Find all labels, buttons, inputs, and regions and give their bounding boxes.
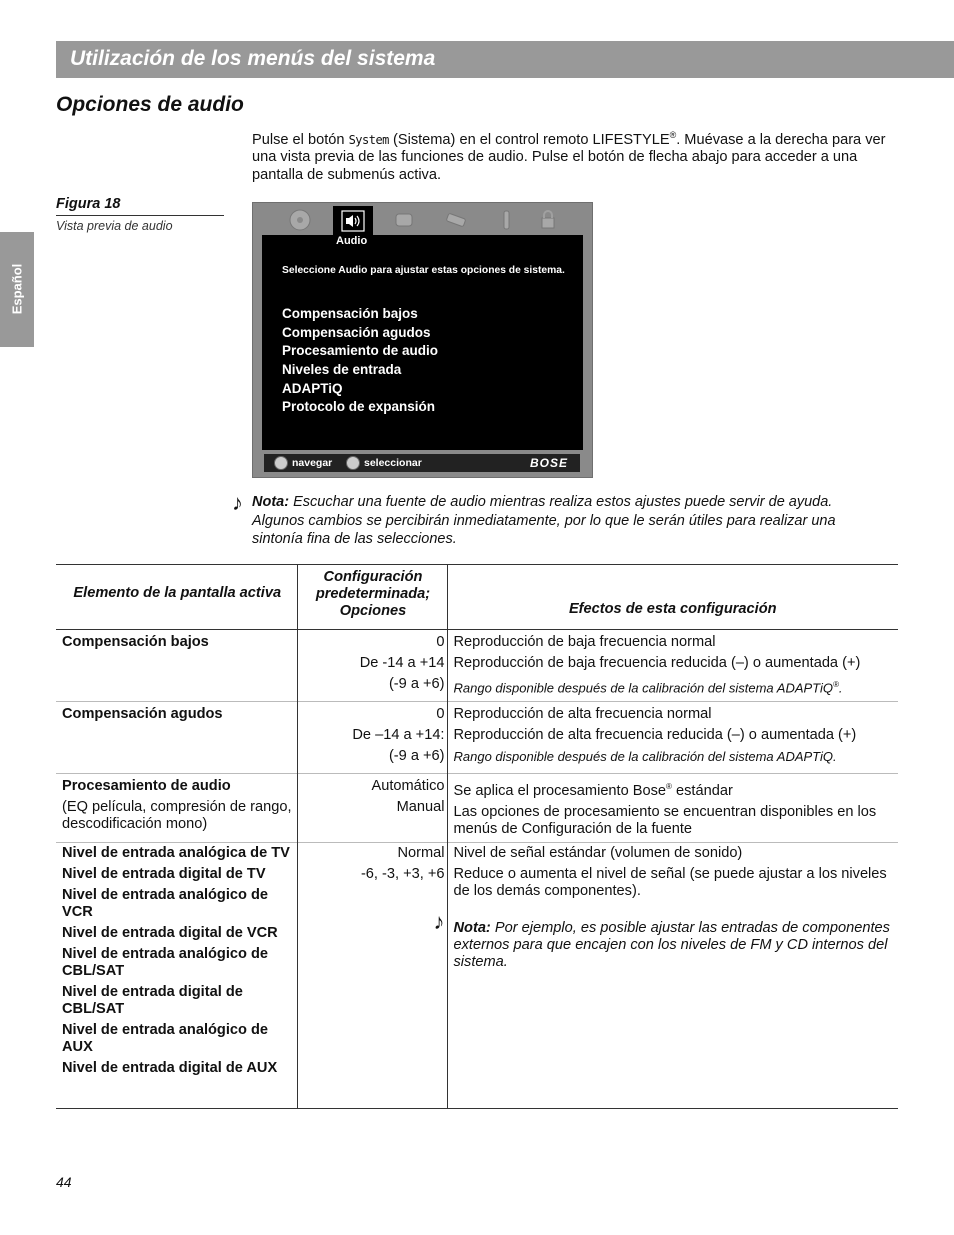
language-tab	[0, 232, 34, 347]
screen-footer	[264, 454, 580, 472]
table-row: Procesamiento de audio (EQ película, compresión de rango, descodificación mono) Automático Manual Se aplica el procesamiento Bose® estándar Las opciones de procesamiento se encuentran disponibles en los menús de Configuración de la fuente	[56, 774, 898, 843]
menu-icons-row	[253, 203, 594, 237]
menu-item-processing[interactable]: Procesamiento de audio	[282, 343, 439, 359]
remote-icon	[441, 207, 471, 233]
audio-menu-list	[282, 305, 438, 417]
row-item: Nivel de entrada digital de AUX	[62, 1059, 278, 1076]
navigate-hint: navegar	[274, 454, 332, 472]
row-item: Compensación bajos	[62, 634, 209, 650]
language-tab-label: Español	[9, 263, 25, 315]
menu-item-expansion[interactable]: Protocolo de expansión	[282, 399, 436, 415]
header-bar	[56, 41, 954, 78]
row-item: Nivel de entrada digital de TV	[62, 865, 266, 882]
audio-preview-screen	[252, 202, 593, 478]
menu-item-adaptiq[interactable]: ADAPTiQ	[282, 380, 343, 396]
select-hint: seleccionar	[346, 454, 422, 472]
row-item: Nivel de entrada analógico de VCR	[62, 886, 268, 920]
row-item: Nivel de entrada digital de CBL/SAT	[62, 983, 243, 1017]
bose-logo: BOSE	[529, 456, 568, 470]
chapter-title: Utilización de los menús del sistema	[70, 47, 436, 70]
table-row: Compensación bajos 0 De -14 a +14 (-9 a +6) Reproducción de baja frecuencia normal Reproducción de baja frecuencia reducida (–) o aumentada (+) Rango disponible después de la calibración del sistema ADAPTiQ®.	[56, 630, 898, 702]
adaptiq-note: Rango disponible después de la calibración del sistema ADAPTiQ®.	[453, 680, 843, 696]
menu-item-treble[interactable]: Compensación agudos	[282, 324, 431, 340]
system-button-glyph: System	[348, 132, 389, 147]
table-row: Compensación agudos 0 De –14 a +14: (-9 a +6) Reproducción de alta frecuencia normal Reproducción de alta frecuencia reducida (–) o aumentada (+) Rango disponible después de la calibración del sistema ADAPTiQ.	[56, 702, 898, 774]
row-item: Nivel de entrada analógico de CBL/SAT	[62, 945, 268, 979]
row-item: Nivel de entrada digital de VCR	[62, 924, 278, 941]
header-item: Elemento de la pantalla activa	[73, 585, 282, 601]
levels-note: Nota: Por ejemplo, es posible ajustar las entradas de componentes externos para que encajen con los niveles de FM y CD internos del sistema.	[453, 919, 890, 970]
screen-instruction: Seleccione Audio para ajustar estas opciones de sistema.	[282, 265, 565, 276]
table-row: Nivel de entrada analógica de TV Nivel de entrada digital de TV Nivel de entrada analógico de VCR Nivel de entrada digital de VCR Nivel de entrada analógico de CBL/SAT Nivel de entrada digital de CBL/SAT Nivel de entrada analógico de AUX Nivel de entrada digital de AUX Normal -6, -3, +3, +6 ♪ Nivel de señal estándar (volumen de sonido) Reduce o aumenta el nivel de señal (se puede ajustar a los niveles de los demás componentes). Nota: Por ejemplo, es posible ajustar las entradas de componentes externos para que encajen con los niveles de FM y CD internos del sistema.	[56, 842, 898, 1108]
screen-panel	[262, 235, 583, 450]
audio-options-table	[56, 564, 898, 1109]
active-tab-label: Audio	[336, 235, 368, 247]
row-item: Procesamiento de audio	[62, 778, 231, 794]
disc-icon	[285, 207, 315, 233]
table-header-row	[56, 565, 898, 630]
music-note-icon: ♪	[433, 908, 445, 934]
section-title: Opciones de audio	[56, 93, 244, 116]
lock-icon	[533, 207, 563, 233]
menu-item-input-levels[interactable]: Niveles de entrada	[282, 362, 402, 378]
intro-paragraph: Pulse el botón System (Sistema) en el control remoto LIFESTYLE®. Muévase a la derecha para ver una vista previa de las funciones de audio. Pulse el botón de flecha abajo para acceder a una pantalla de submenús activa.	[252, 130, 886, 183]
header-settings: Configuración predeterminada; Opciones	[297, 565, 447, 630]
row-item-detail: (EQ película, compresión de rango, descodificación mono)	[62, 799, 292, 832]
menu-item-bass[interactable]: Compensación bajos	[282, 306, 418, 321]
header-effects: Efectos de esta configuración	[568, 601, 777, 617]
adaptiq-note: Rango disponible después de la calibración del sistema ADAPTiQ.	[453, 749, 837, 764]
music-note-icon: ♪	[232, 490, 243, 515]
screen-icon	[389, 207, 419, 233]
row-item: Nivel de entrada analógica de TV	[62, 844, 290, 861]
figure-label: Figura 18	[56, 196, 224, 216]
wrench-icon	[491, 207, 521, 233]
figure-caption: Vista previa de audio	[56, 219, 173, 233]
page-number: 44	[56, 1174, 72, 1190]
select-pad-icon	[346, 456, 360, 470]
row-item: Compensación agudos	[62, 706, 223, 722]
navigate-pad-icon	[274, 456, 288, 470]
note-text: Nota: Escuchar una fuente de audio mientras realiza estos ajustes puede servir de ayuda. Algunos cambios se percibirán inmediatamente, por lo que le serán útiles para realizar una sintonía fina de las selecciones.	[252, 494, 836, 547]
row-item: Nivel de entrada analógico de AUX	[62, 1021, 268, 1055]
speaker-icon	[333, 206, 373, 238]
